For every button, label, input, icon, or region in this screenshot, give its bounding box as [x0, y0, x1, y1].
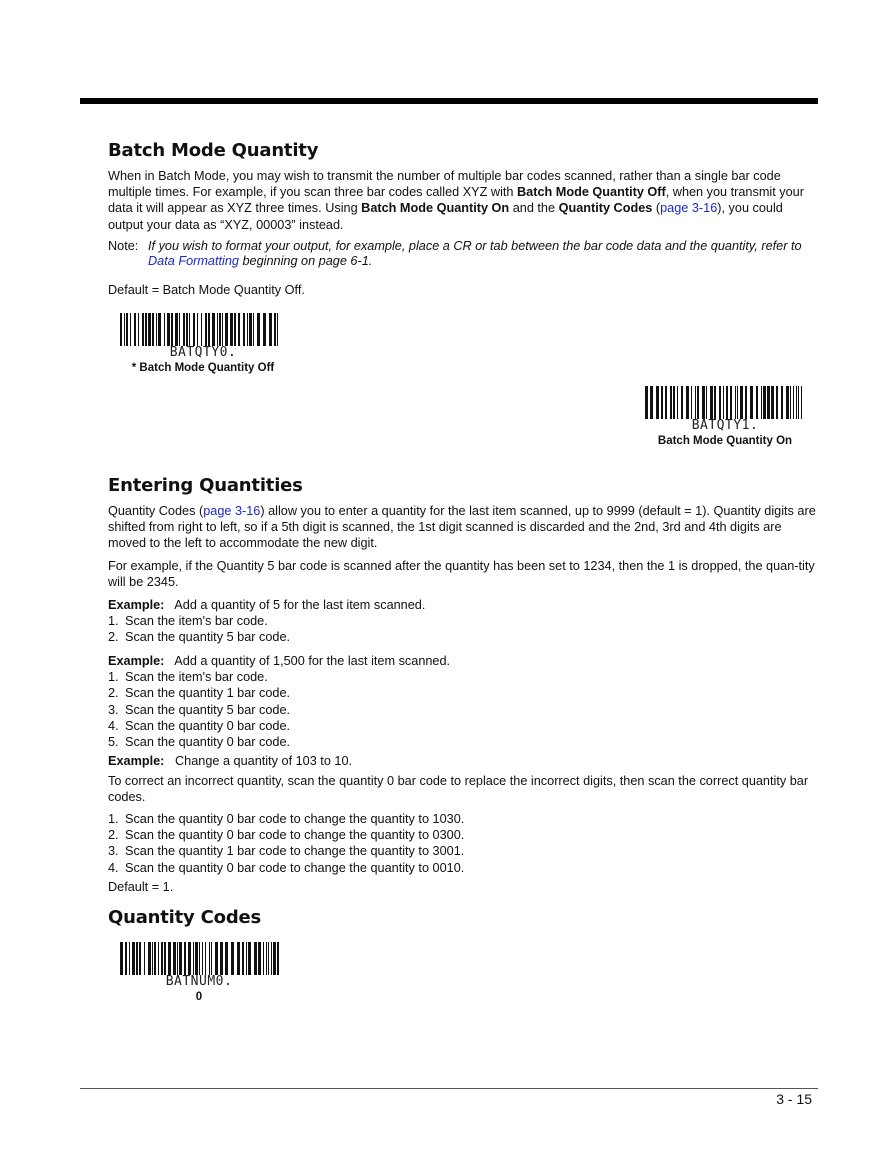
barcode-bar	[125, 942, 127, 975]
list-item	[108, 629, 818, 645]
barcode-bar	[171, 313, 173, 346]
barcode-bar	[277, 942, 279, 975]
list-number: 3.	[108, 702, 119, 717]
barcode-bar	[761, 386, 762, 419]
barcode-bar	[745, 386, 747, 419]
barcode-caption: * Batch Mode Quantity Off	[131, 362, 275, 374]
barcode-bar	[677, 386, 678, 419]
barcode-bar	[661, 386, 663, 419]
barcode-bar	[750, 386, 753, 419]
list-number: 1.	[108, 670, 119, 685]
barcode-bar	[134, 313, 136, 346]
barcode-bar	[670, 386, 672, 419]
barcode-bar	[186, 313, 188, 346]
list-text: Scan the quantity 1 bar code to change the quantity to 3001.	[125, 844, 465, 859]
barcode-bar	[673, 386, 675, 419]
barcode-bar	[771, 386, 774, 419]
example-title: Add a quantity of 5 for the last item scanned.	[174, 598, 426, 612]
section-heading-entering-quantities: Entering Quantities	[108, 475, 303, 496]
barcode-bar	[243, 313, 245, 346]
barcode-bar	[126, 313, 128, 346]
barcode-bar	[199, 942, 200, 975]
barcode-bar	[148, 313, 151, 346]
example-1	[108, 597, 818, 646]
example-label: Example:	[108, 754, 165, 768]
barcode-bar	[132, 942, 135, 975]
barcode-code-text: BATQTY1.	[691, 418, 759, 433]
barcode-bar	[253, 313, 254, 346]
text-run: beginning on page 6-1.	[238, 254, 373, 268]
barcode-bar	[230, 313, 233, 346]
barcode-bar	[139, 942, 141, 975]
barcode-bar	[273, 942, 276, 975]
example-2-steps	[108, 669, 818, 750]
barcode-bars	[645, 386, 805, 419]
correction-paragraph: To correct an incorrect quantity, scan the quantity 0 bar code to replace the incorrect digits, then scan the correct quantity bar codes.	[108, 774, 809, 805]
barcode-bar	[254, 942, 257, 975]
barcode-bar	[217, 313, 218, 346]
barcode-bar	[238, 313, 240, 346]
barcode-bar	[158, 313, 161, 346]
list-item	[108, 843, 818, 859]
text-run: Quantity Codes (	[108, 504, 204, 518]
list-item	[108, 811, 818, 827]
page-link[interactable]: page 3-16	[660, 201, 718, 216]
barcode-bar	[258, 942, 261, 975]
header-rule	[80, 98, 818, 104]
example-label: Example:	[108, 654, 165, 668]
barcode-bar	[697, 386, 699, 419]
barcode-bar	[726, 386, 728, 419]
list-number: 1.	[108, 614, 119, 629]
barcode-code-text: BATNUM0.	[165, 974, 233, 989]
barcode-bar	[719, 386, 721, 419]
list-text: Scan the quantity 0 bar code to change the quantity to 0010.	[125, 860, 465, 875]
barcode-bar	[120, 313, 122, 346]
page-number: 3 - 15	[776, 1091, 812, 1107]
text-run: If you wish to format your output, for example, place a CR or tab between the bar code data and the quantity, refer to	[148, 239, 802, 253]
barcode-bar	[156, 313, 157, 346]
barcode-bar	[793, 386, 794, 419]
barcode-bar	[205, 942, 206, 975]
barcode-bar	[205, 313, 207, 346]
note	[108, 239, 818, 269]
barcode-bar	[274, 313, 276, 346]
example-title: Change a quantity of 103 to 10.	[175, 754, 353, 768]
barcode-bar	[158, 942, 159, 975]
barcode-code-text: BATQTY0.	[169, 345, 237, 360]
barcode-bar	[173, 942, 176, 975]
note-label: Note:	[108, 239, 139, 253]
barcode-bar	[781, 386, 783, 419]
text-run: When in Batch Mode, you may wish to transmit the number of multiple bar codes scanned, rather than a single bar code multiple times. For example, if you scan three bar codes called XYZ with	[108, 169, 781, 200]
barcode-bar	[656, 386, 659, 419]
list-text: Scan the quantity 0 bar code to change the quantity to 1030.	[125, 812, 465, 826]
text-run: , when you transmit your data it will appear as XYZ three times. Using	[108, 185, 804, 216]
example-label: Example:	[108, 598, 165, 612]
barcode-bar	[730, 386, 732, 419]
barcode-bar	[120, 942, 123, 975]
barcode-bar	[220, 942, 223, 975]
barcode-bar	[197, 313, 198, 346]
list-text: Scan the item's bar code.	[125, 614, 268, 629]
text-run: (	[652, 201, 661, 216]
barcode-bar	[234, 313, 236, 346]
barcode-bar	[209, 942, 210, 975]
barcode-bar	[225, 313, 228, 346]
barcode-bar	[202, 942, 203, 975]
entering-quantities-description	[108, 503, 818, 552]
correction-steps	[108, 811, 818, 876]
list-item	[108, 734, 818, 750]
barcode-bar	[735, 386, 736, 419]
data-formatting-link[interactable]: Data Formatting	[148, 254, 239, 268]
barcode-bar	[242, 942, 244, 975]
barcode-batch-mode-quantity-on	[630, 386, 820, 448]
list-item	[108, 702, 818, 718]
barcode-bar	[702, 386, 705, 419]
shift-example-paragraph: For example, if the Quantity 5 bar code is scanned after the quantity has been set to 1234, then the 1 is dropped, the quan-tity will be 2345.	[108, 559, 815, 590]
barcode-bar	[231, 942, 234, 975]
barcode-bar	[189, 313, 190, 346]
barcode-caption: Batch Mode Quantity On	[657, 435, 793, 447]
barcode-bar	[686, 386, 689, 419]
list-number: 1.	[108, 812, 119, 826]
barcode-bar	[164, 313, 165, 346]
barcode-bar	[222, 313, 223, 346]
barcode-bar	[650, 386, 653, 419]
barcode-bar	[756, 386, 758, 419]
barcode-bar	[154, 942, 156, 975]
bold-term: Quantity Codes	[558, 201, 653, 216]
barcode-bar	[168, 942, 171, 975]
footer-rule	[80, 1088, 818, 1089]
list-item	[108, 860, 818, 876]
example-title: Add a quantity of 1,500 for the last item scanned.	[174, 654, 451, 668]
barcode-bar	[184, 942, 186, 975]
barcode-bar	[193, 942, 194, 975]
barcode-bar	[152, 942, 153, 975]
list-text: Scan the quantity 0 bar code.	[125, 718, 291, 733]
barcode-bar	[763, 386, 766, 419]
barcode-bar	[268, 942, 269, 975]
barcode-bar	[208, 313, 210, 346]
barcode-bar	[145, 313, 147, 346]
barcode-bar	[138, 313, 139, 346]
default-setting: Default = Batch Mode Quantity Off.	[108, 283, 305, 297]
barcode-bar	[665, 386, 667, 419]
barcode-bar	[786, 386, 789, 419]
barcode-bar	[201, 313, 202, 346]
list-item	[108, 718, 818, 734]
list-number: 2.	[108, 686, 119, 701]
barcode-bar	[161, 942, 163, 975]
barcode-bar	[212, 313, 215, 346]
list-text: Scan the item's bar code.	[125, 670, 268, 685]
list-item	[108, 827, 818, 843]
barcode-batch-mode-quantity-off	[108, 313, 298, 375]
barcode-bar	[142, 313, 144, 346]
example-1-steps	[108, 613, 818, 645]
list-number: 4.	[108, 860, 119, 875]
batch-mode-quantity-description	[108, 168, 818, 233]
list-number: 2.	[108, 630, 119, 645]
barcode-bar	[271, 942, 272, 975]
barcode-bar	[790, 386, 791, 419]
barcode-bar	[211, 942, 212, 975]
barcode-bar	[776, 386, 778, 419]
barcode-bar	[269, 313, 272, 346]
barcode-bar	[266, 942, 267, 975]
list-text: Scan the quantity 1 bar code.	[125, 686, 291, 701]
barcode-bar	[796, 386, 797, 419]
barcode-bar	[263, 313, 266, 346]
barcode-bar	[247, 313, 248, 346]
section-heading-batch-mode-quantity: Batch Mode Quantity	[108, 140, 319, 161]
list-item	[108, 685, 818, 701]
barcode-bar	[175, 313, 178, 346]
barcode-bar	[179, 313, 180, 346]
barcode-bar	[706, 386, 707, 419]
barcode-bar	[124, 313, 125, 346]
barcode-bar	[129, 942, 130, 975]
barcode-bar	[144, 942, 145, 975]
barcode-bars	[120, 313, 280, 346]
barcode-bar	[148, 942, 151, 975]
list-item	[108, 669, 818, 685]
barcode-bar	[193, 313, 195, 346]
barcode-bar	[740, 386, 743, 419]
list-text: Scan the quantity 0 bar code.	[125, 735, 291, 750]
barcode-bar	[167, 313, 170, 346]
barcode-bar	[645, 386, 648, 419]
barcode-bar	[691, 386, 692, 419]
barcode-bar	[183, 313, 185, 346]
barcode-bar	[257, 313, 260, 346]
barcode-bar	[681, 386, 683, 419]
section-heading-quantity-codes: Quantity Codes	[108, 907, 262, 928]
bold-term: Batch Mode Quantity Off	[517, 185, 666, 200]
barcode-bar	[237, 942, 240, 975]
example-2	[108, 653, 818, 750]
barcode-bar	[152, 313, 154, 346]
barcode-bar	[246, 942, 247, 975]
barcode-bar	[136, 942, 138, 975]
barcode-bar	[767, 386, 770, 419]
barcode-bar	[249, 313, 252, 346]
list-text: Scan the quantity 0 bar code to change the quantity to 0300.	[125, 828, 465, 843]
list-text: Scan the quantity 5 bar code.	[125, 702, 291, 717]
barcode-bar	[737, 386, 738, 419]
list-number: 3.	[108, 844, 119, 859]
text-run: ), you could output your data as “XYZ, 00003” instead.	[108, 201, 783, 232]
barcode-bar	[164, 942, 166, 975]
example-3	[108, 753, 818, 769]
barcode-bar	[723, 386, 724, 419]
barcode-bar	[177, 942, 178, 975]
note-text	[148, 239, 818, 269]
barcode-bar	[188, 942, 191, 975]
barcode-bar	[801, 386, 802, 419]
barcode-caption: 0	[195, 991, 203, 1003]
text-run: ) allow you to enter a quantity for the last item scanned, up to 9999 (default = 1). Quantity digits are shifted from right to left, so if a 5th digit is scanned, the 1st digit scanned is discarded and the 2nd, 3rd and 4th digits are moved to the left to accommodate the new digit.	[108, 504, 816, 551]
barcode-bar	[219, 313, 221, 346]
barcode-bar	[695, 386, 696, 419]
barcode-bar	[277, 313, 278, 346]
barcode-bar	[215, 942, 218, 975]
list-item	[108, 613, 818, 629]
barcode-bars	[120, 942, 280, 975]
barcode-bar	[263, 942, 264, 975]
list-number: 2.	[108, 828, 119, 843]
barcode-quantity-0	[108, 942, 290, 1004]
list-number: 4.	[108, 718, 119, 733]
barcode-bar	[248, 942, 251, 975]
barcode-bar	[130, 313, 131, 346]
list-text: Scan the quantity 5 bar code.	[125, 630, 291, 645]
text-run: and the	[509, 201, 559, 216]
barcode-bar	[798, 386, 799, 419]
barcode-bar	[195, 942, 198, 975]
barcode-bar	[179, 942, 182, 975]
barcode-bar	[710, 386, 713, 419]
barcode-bar	[225, 942, 228, 975]
list-number: 5.	[108, 735, 119, 750]
barcode-bar	[714, 386, 716, 419]
default-setting: Default = 1.	[108, 880, 174, 894]
bold-term: Batch Mode Quantity On	[361, 201, 510, 216]
page-link[interactable]: page 3-16	[203, 504, 261, 518]
